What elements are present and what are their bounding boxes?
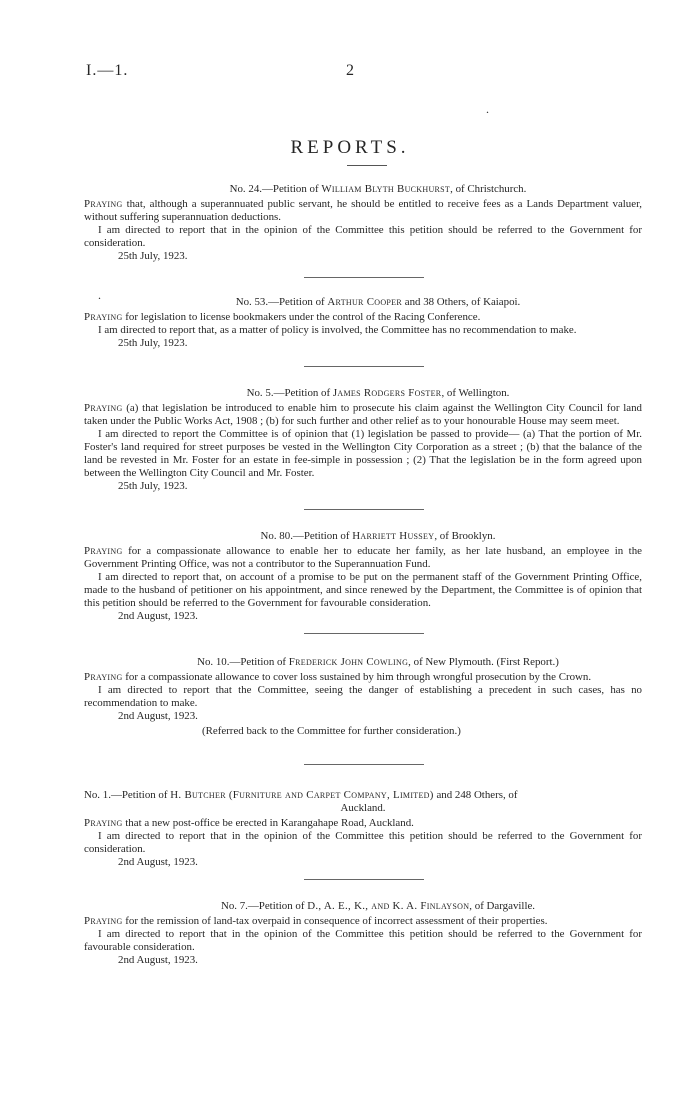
petition-number: No. 24. bbox=[229, 183, 262, 195]
stray-mark: . bbox=[486, 102, 489, 116]
report-text: I am directed to report that, as a matter of policy is involved, the Committee has no recommendation to make. bbox=[98, 324, 577, 336]
prayer-body: that a new post-office be erected in Karangahape Road, Auckland. bbox=[125, 817, 414, 829]
report-date: 2nd August, 1923. bbox=[118, 856, 198, 868]
separator-rule bbox=[304, 277, 424, 278]
separator-rule bbox=[304, 509, 424, 510]
page-number: 2 bbox=[346, 62, 354, 79]
petition-number: No. 53. bbox=[235, 296, 269, 308]
prayer-text bbox=[84, 545, 642, 571]
petition-of-label: —Petition of bbox=[292, 530, 350, 542]
petition-entry bbox=[84, 387, 642, 493]
report-text: I am directed to report that the Committee, seeing the danger of establishing a precedent in such cases, has no recommendation to make. bbox=[84, 684, 642, 709]
separator-rule bbox=[304, 366, 424, 367]
petitioner-name: James Rodgers Foster bbox=[332, 387, 442, 399]
separator-rule bbox=[304, 633, 424, 634]
petitioner-place: of Wellington. bbox=[446, 387, 510, 399]
prayer-text bbox=[84, 198, 642, 224]
comma: , bbox=[441, 387, 445, 399]
prayer-text bbox=[84, 817, 642, 830]
prayer-text bbox=[84, 402, 642, 428]
petitioner-name: Harriett Hussey bbox=[352, 530, 435, 542]
petition-heading bbox=[84, 296, 642, 309]
prayer-text bbox=[84, 671, 642, 684]
praying-label: Praying bbox=[84, 817, 123, 829]
petition-entry bbox=[84, 296, 642, 350]
praying-label: Praying bbox=[84, 402, 123, 414]
petitioner-name: D., A. E., K., and K. A. Finlayson bbox=[307, 900, 470, 912]
petition-entry bbox=[84, 789, 642, 869]
petition-number: No. 7. bbox=[220, 900, 248, 912]
report-date: 25th July, 1923. bbox=[118, 337, 188, 349]
report-qualifier: (First Report.) bbox=[496, 656, 559, 668]
petitioner-place: and 248 Others, of bbox=[436, 789, 518, 801]
petitioner-place: and 38 Others, of Kaiapoi. bbox=[404, 296, 521, 308]
report-date: 25th July, 1923. bbox=[118, 480, 188, 492]
prayer-text bbox=[84, 311, 642, 324]
prayer-text bbox=[84, 915, 642, 928]
comma: , bbox=[434, 530, 438, 542]
petition-of-label: —Petition of bbox=[268, 296, 325, 308]
prayer-body: that, although a superannuated public servant, he should be entitled to receive fees as a Lands Department valuer, without suffering superannuation deductions. bbox=[84, 198, 642, 223]
report-date: 2nd August, 1923. bbox=[118, 954, 198, 966]
petition-list bbox=[84, 183, 642, 967]
petition-of-label: —Petition of bbox=[273, 387, 331, 399]
petitioner-place: of Dargaville. bbox=[474, 900, 536, 912]
report-date: 2nd August, 1923. bbox=[118, 710, 198, 722]
series-number: I.—1. bbox=[86, 62, 129, 79]
separator-rule bbox=[304, 879, 424, 880]
petitioner-name: Frederick John Cowling bbox=[288, 656, 409, 668]
praying-label: Praying bbox=[84, 311, 123, 323]
report-text: I am directed to report the Committee is of opinion that (1) legislation be passed to provide— (a) That the portion of Mr. Foster's land required for street purposes be vested in the Wellington City Corporation as a street ; (b) that the balance of the land be revested in Mr. Foster for an estate in fee-simple in possession ; (2) That the legislation be in the form agreed upon between the Wellington City Council and Mr. Foster. bbox=[84, 428, 642, 479]
praying-label: Praying bbox=[84, 545, 123, 557]
referral-note: (Referred back to the Committee for further consideration.) bbox=[202, 725, 461, 737]
petitioner-name: H. Butcher (Furniture and Carpet Company, Limited) bbox=[170, 789, 434, 801]
separator-rule bbox=[304, 764, 424, 765]
petition-entry bbox=[84, 530, 642, 623]
petition-number: No. 80. bbox=[260, 530, 293, 542]
page-title: REPORTS. bbox=[290, 137, 410, 158]
petition-heading bbox=[84, 183, 642, 196]
petition-heading bbox=[84, 387, 642, 400]
praying-label: Praying bbox=[84, 671, 123, 683]
prayer-body: (a) that legislation be introduced to enable him to prosecute his claim against the Wellington City Council for land taken under the Public Works Act, 1908 ; (b) for such further and other relief as to your honourable House may seem meet. bbox=[84, 402, 642, 427]
report-text: I am directed to report that in the opinion of the Committee this petition should be referred to the Government for consideration. bbox=[84, 224, 642, 249]
comma: , bbox=[469, 900, 473, 912]
petition-entry bbox=[84, 900, 642, 967]
stray-mark-2: . bbox=[98, 288, 101, 302]
report-text: I am directed to report that, on account of a promise to be put on the permanent staff of the Government Printing Office, made to the husband of petitioner on his appointment, and since renewed by the Department, the Committee is of opinion that this petition should be referred to the Government for favourable consideration. bbox=[84, 571, 642, 609]
petitioner-name: Arthur Cooper bbox=[327, 296, 403, 308]
petition-number: No. 1. bbox=[84, 789, 111, 801]
report-date: 2nd August, 1923. bbox=[118, 610, 198, 622]
report-date: 25th July, 1923. bbox=[118, 250, 188, 262]
prayer-body: for legislation to license bookmakers under the control of the Racing Conference. bbox=[125, 311, 481, 323]
petition-number: No. 5. bbox=[246, 387, 274, 399]
petition-entry bbox=[84, 656, 642, 738]
petition-heading bbox=[84, 900, 642, 913]
petition-heading bbox=[84, 789, 642, 815]
petitioner-place: of New Plymouth. bbox=[413, 656, 494, 668]
prayer-body: for the remission of land-tax overpaid in consequence of incorrect assessment of their properties. bbox=[125, 915, 548, 927]
petitioner-place: of Christchurch. bbox=[455, 183, 527, 195]
title-rule bbox=[347, 165, 387, 166]
petition-number: No. 10. bbox=[197, 656, 230, 668]
petition-heading bbox=[84, 656, 642, 669]
petition-of-label: —Petition of bbox=[262, 183, 319, 195]
praying-label: Praying bbox=[84, 915, 123, 927]
petition-heading bbox=[84, 530, 642, 543]
petitioner-name: William Blyth Buckhurst bbox=[321, 183, 451, 195]
praying-label: Praying bbox=[84, 198, 123, 210]
petitioner-place-cont: Auckland. bbox=[340, 802, 386, 814]
prayer-body: for a compassionate allowance to enable her to educate her family, as her late husband, an employee in the Government Printing Office, was not a contributor to the Superannuation Fund. bbox=[84, 545, 642, 570]
comma: , bbox=[450, 183, 453, 195]
prayer-body: for a compassionate allowance to cover loss sustained by him through wrongful prosecution by the Crown. bbox=[125, 671, 592, 683]
petitioner-place: of Brooklyn. bbox=[439, 530, 496, 542]
report-text: I am directed to report that in the opinion of the Committee this petition should be referred to the Government for consideration. bbox=[84, 830, 642, 855]
comma: , bbox=[408, 656, 411, 668]
petition-of-label: —Petition of bbox=[229, 656, 287, 668]
report-text: I am directed to report that in the opinion of the Committee this petition should be referred to the Government for favourable consideration. bbox=[84, 928, 642, 953]
petition-entry bbox=[84, 183, 642, 263]
petition-of-label: —Petition of bbox=[110, 789, 168, 801]
petition-of-label: —Petition of bbox=[247, 900, 305, 912]
